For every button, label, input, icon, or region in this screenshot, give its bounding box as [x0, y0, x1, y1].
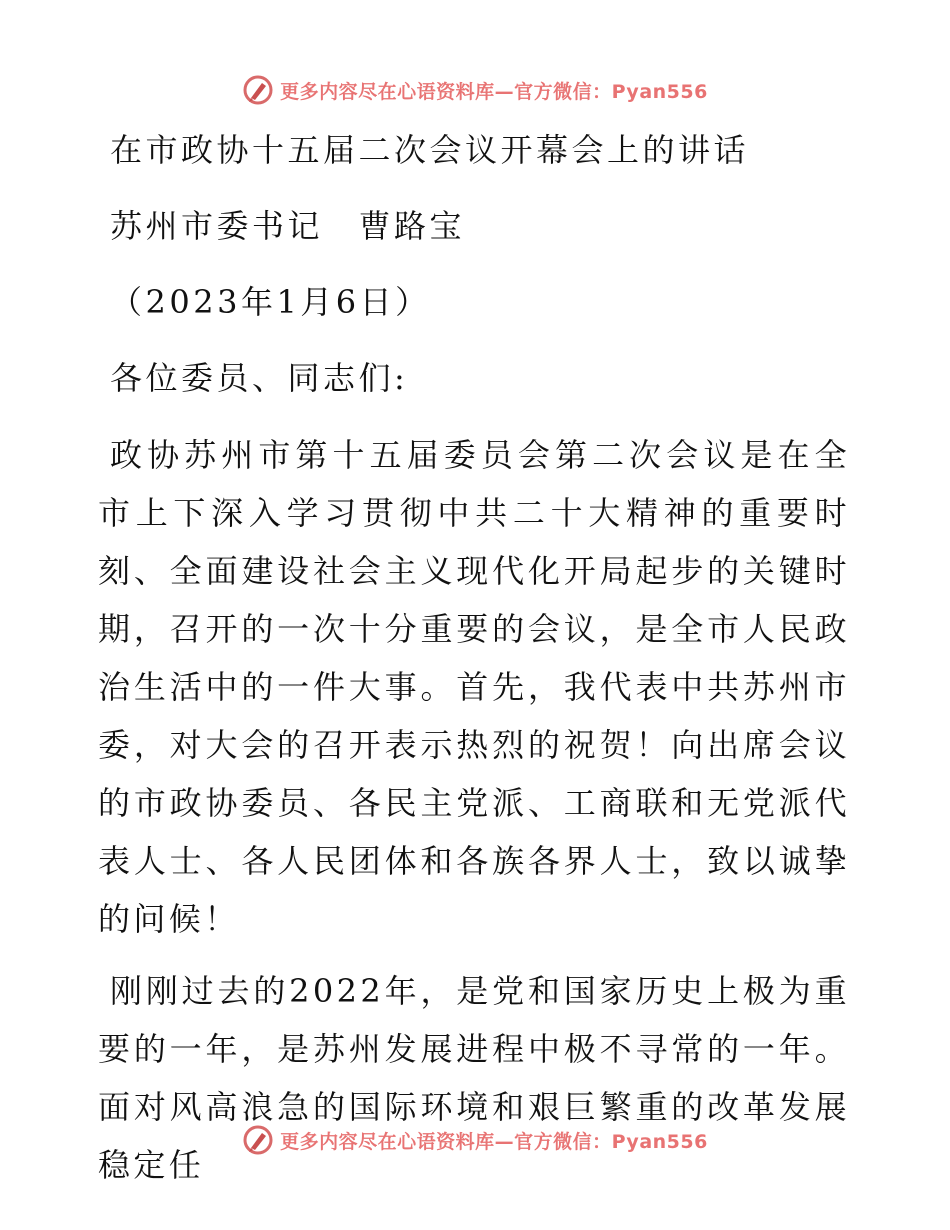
- paragraph: 刚刚过去的2022年，是党和国家历史上极为重要的一年，是苏州发展进程中极不寻常的一年。面对风高浪急的国际环境和艰巨繁重的改革发展稳定任: [98, 972, 850, 1184]
- document-date: （2023年1月6日）: [110, 283, 431, 321]
- document-body: [98, 122, 850, 1208]
- header-watermark: [0, 70, 950, 110]
- document-speaker: 苏州市委书记 曹路宝: [110, 207, 466, 245]
- footer-watermark: [0, 1120, 950, 1160]
- document-title: 在市政协十五届二次会议开幕会上的讲话: [110, 131, 750, 169]
- document-salutation: 各位委员、同志们:: [110, 359, 409, 397]
- watermark-text: 更多内容尽在心语资料库—官方微信：Pyan556: [280, 1130, 708, 1153]
- pen-nib-circle-icon: [242, 1124, 274, 1156]
- watermark-text: 更多内容尽在心语资料库—官方微信：Pyan556: [280, 80, 708, 103]
- paragraph: 政协苏州市第十五届委员会第二次会议是在全市上下深入学习贯彻中共二十大精神的重要时刻、全面建设社会主义现代化开局起步的关键时期，召开的一次十分重要的会议，是全市人民政治生活中的一件大事。首先，我代表中共苏州市委，对大会的召开表示热烈的祝贺！向出席会议的市政协委员、各民主党派、工商联和无党派代表人士、各人民团体和各族各界人士，致以诚挚的问候！: [98, 436, 850, 938]
- pen-nib-circle-icon: [242, 74, 274, 106]
